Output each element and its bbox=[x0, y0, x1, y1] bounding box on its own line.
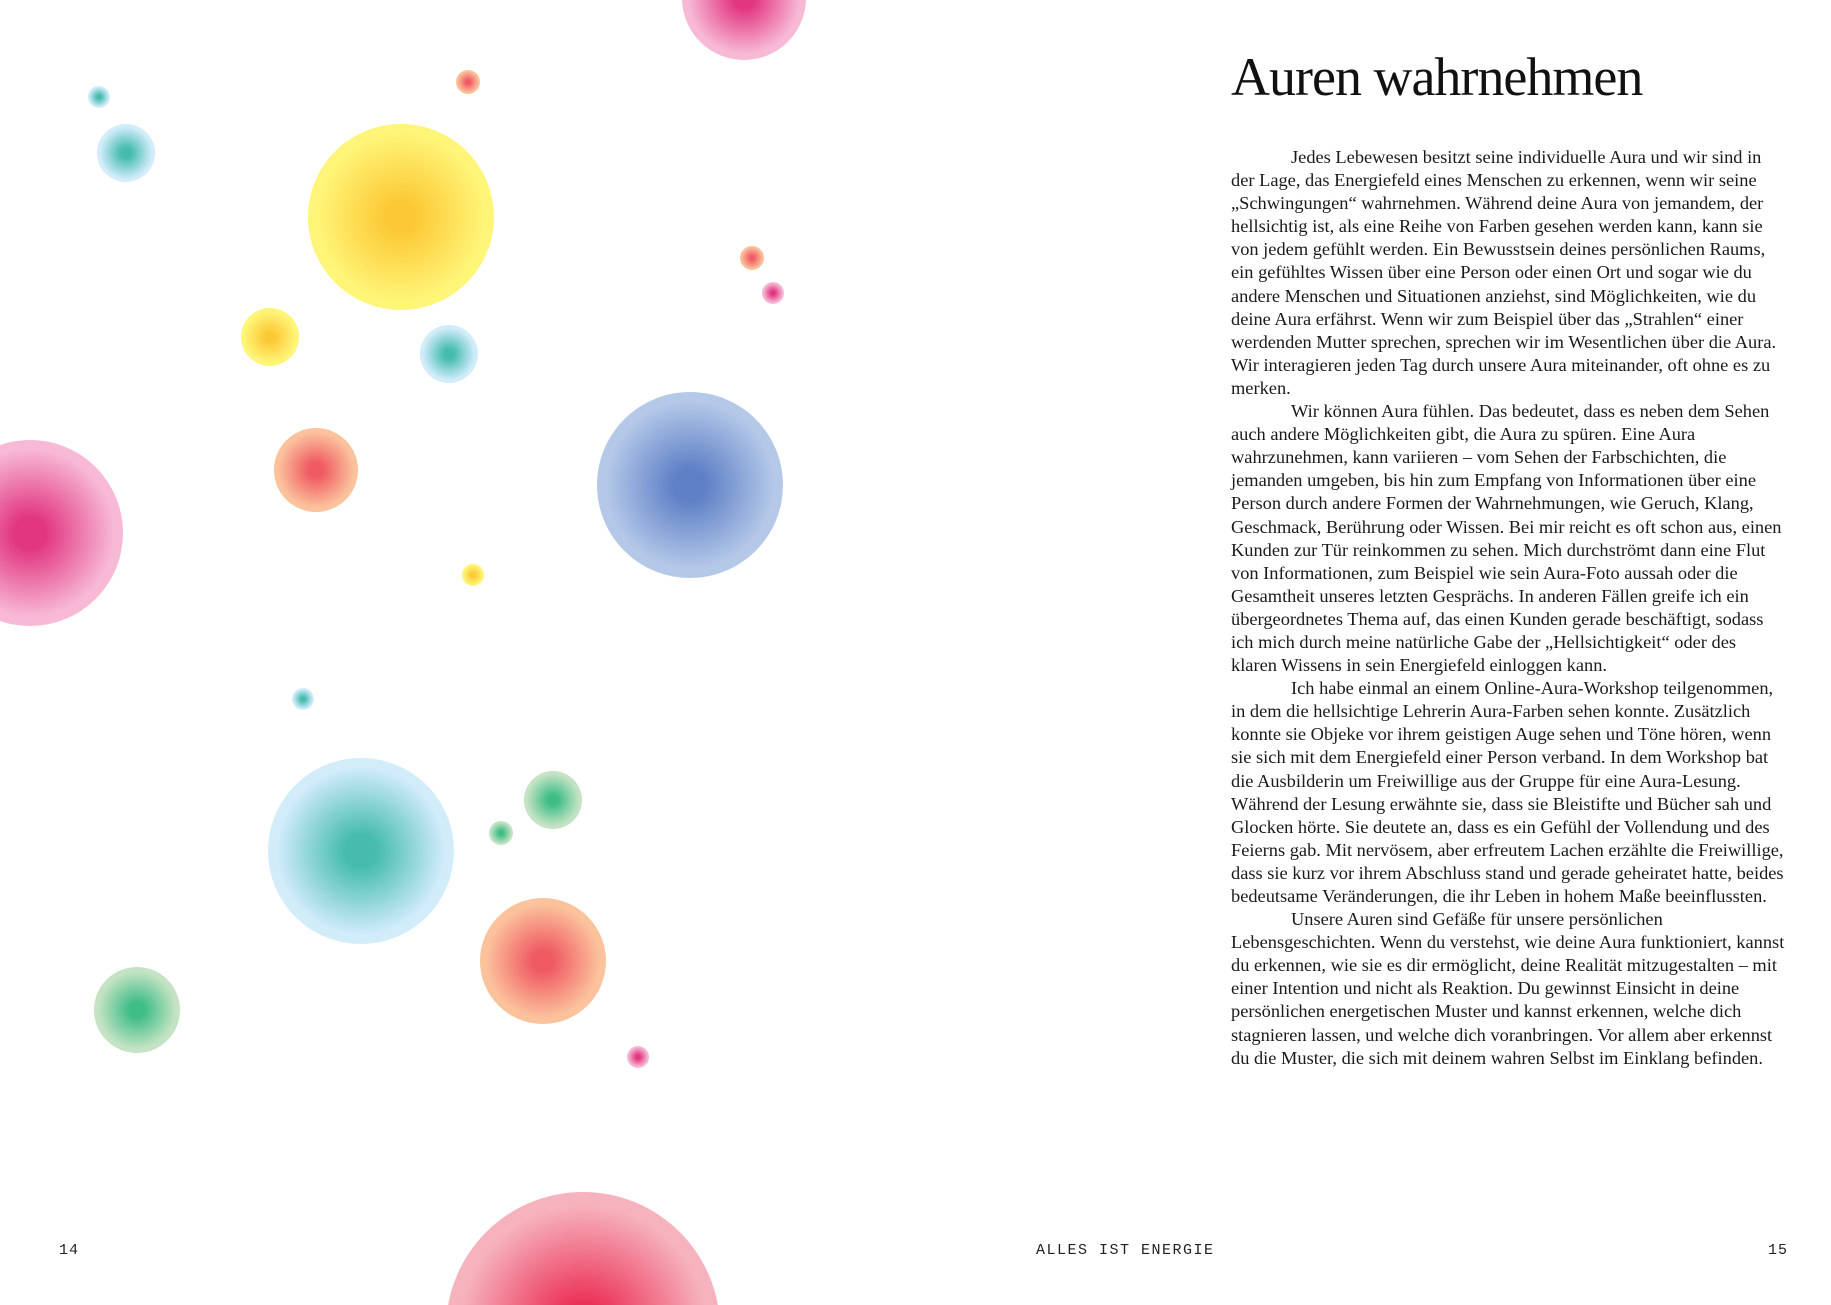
aura-orb-orange bbox=[456, 70, 480, 94]
aura-orb-green bbox=[489, 821, 513, 845]
aura-orb-cyan bbox=[268, 758, 454, 944]
paragraph: Jedes Lebewesen besitzt seine individuelle Aura und wir sind in der Lage, das Energiefeld eines Menschen zu erkennen, wenn wir seine „Schwingungen“ wahrnehmen. Während deine Aura von jemandem, der hellsichtig ist, als eine Reihe von Farben gesehen werden kann, kann sie von jedem gefühlt werden. Ein Bewusstsein deines persönlichen Raums, ein gefühltes Wissen über eine Person oder einen Ort und sogar wie du andere Menschen und Situationen anziehst, sind Möglichkeiten, wie du deine Aura erfährst. Wenn wir zum Beispiel über das „Strahlen“ einer werdenden Mutter sprechen, sprechen wir im Wesentlichen über die Aura. Wir interagieren jeden Tag durch unsere Aura miteinander, oft ohne es zu merken. bbox=[1231, 147, 1777, 398]
aura-orb-cyan bbox=[420, 325, 478, 383]
aura-orb-orange bbox=[740, 246, 764, 270]
running-head: ALLES IST ENERGIE bbox=[1036, 1242, 1215, 1259]
aura-orb-pink bbox=[0, 440, 123, 626]
aura-orb-green bbox=[524, 771, 582, 829]
aura-orb-pink bbox=[627, 1046, 649, 1068]
aura-orb-blue bbox=[597, 392, 783, 578]
aura-orb-yellow bbox=[241, 308, 299, 366]
page-number-right: 15 bbox=[1768, 1242, 1789, 1259]
aura-orb-orange bbox=[274, 428, 358, 512]
aura-orb-cyan bbox=[97, 124, 155, 182]
aura-orb-red bbox=[446, 1192, 720, 1305]
aura-orb-yellow bbox=[308, 124, 494, 310]
aura-orb-cyan bbox=[88, 86, 110, 108]
aura-orb-yellow bbox=[462, 564, 484, 586]
page-number-left: 14 bbox=[59, 1242, 80, 1259]
article-body bbox=[1231, 146, 1786, 1070]
paragraph: Ich habe einmal an einem Online-Aura-Workshop teilgenommen, in dem die hellsichtige Lehrerin Aura-Farben sehen konnte. Zusätzlich konnte sie Objeke vor ihrem geistigen Auge sehen und Töne hören, wenn sie sich mit dem Energiefeld einer Person verband. In dem Workshop bat die Ausbilderin um Freiwillige aus der Gruppe für eine Aura-Lesung. Während der Lesung erwähnte sie, dass sie Bleistifte und Bücher sah und Glocken hörte. Sie deutete an, dass es ein Gefühl der Vollendung und des Feierns gab. Mit nervösem, aber erfreutem Lachen erzählte die Freiwillige, dass sie kurz vor ihrem Abschluss stand und gerade geheiratet hatte, beides bedeutsame Veränderungen, die ihr Leben in hohem Maße beeinflussten. bbox=[1231, 678, 1784, 906]
paragraph: Wir können Aura fühlen. Das bedeutet, dass es neben dem Sehen auch andere Möglichkeiten gibt, die Aura zu spüren. Eine Aura wahrzunehmen, kann variieren – vom Sehen der Farbschichten, die jemanden umgeben, bis hin zum Empfang von Informationen über eine Person durch andere Formen der Wahrnehmungen, wie Geruch, Klang, Geschmack, Berührung oder Wissen. Bei mir reicht es oft schon aus, einen Kunden zur Tür reinkommen zu sehen. Mich durchströmt dann eine Flut von Informationen, zum Beispiel wie sein Aura-Foto aussah oder die Gesamtheit unseres letzten Gesprächs. In anderen Fällen greife ich ein übergeordnetes Thema auf, das einen Kunden gerade beschäftigt, sodass ich mich durch meine natürliche Gabe der „Hellsichtigkeit“ oder des klaren Wissens in sein Energiefeld einloggen kann. bbox=[1231, 401, 1782, 676]
page-title: Auren wahrnehmen bbox=[1231, 47, 1643, 107]
aura-orb-pink bbox=[682, 0, 806, 60]
paragraph: Unsere Auren sind Gefäße für unsere persönlichen Lebensgeschichten. Wenn du verstehst, wie deine Aura funktioniert, kannst du erkennen, wie sie es dir ermöglicht, deine Realität mitzugestalten – mit einer Intention und nicht als Reaktion. Du gewinnst Einsicht in deine persönlichen energetischen Muster und kannst erkennen, welche dich stagnieren lassen, und welche dich voranbringen. Vor allem aber erkennst du die Muster, die sich mit deinem wahren Selbst im Einklang befinden. bbox=[1231, 909, 1785, 1068]
aura-orb-orange bbox=[480, 898, 606, 1024]
aura-orb-pink bbox=[762, 282, 784, 304]
aura-orb-green bbox=[94, 967, 180, 1053]
aura-orb-cyan bbox=[292, 688, 314, 710]
